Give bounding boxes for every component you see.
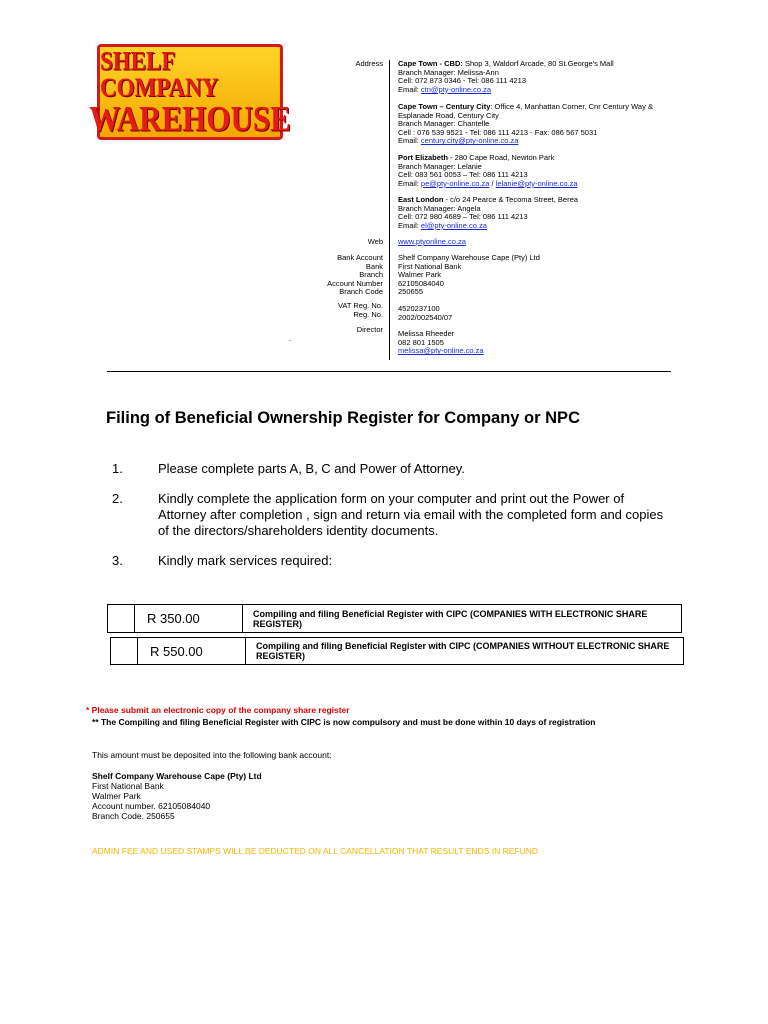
header-divider bbox=[389, 60, 390, 360]
address-label: Address bbox=[355, 59, 383, 68]
step-2-number: 2. bbox=[112, 491, 123, 506]
email-link-century-city[interactable]: century.city@pty-online.co.za bbox=[420, 136, 519, 146]
step-2-text: Kindly complete the application form on your computer and print out the Power of Attorney after completion , sign and return via email with the completed form and copies of the directors/shareholders identity documents. bbox=[158, 491, 664, 538]
service-price-electronic: R 350.00 bbox=[135, 605, 243, 632]
service-desc-electronic: Compiling and filing Beneficial Register with CIPC (COMPANIES WITH ELECTRONIC SHARE REGISTER) bbox=[253, 608, 648, 629]
service-row-non-electronic bbox=[110, 637, 684, 665]
email-link-el[interactable]: el@pty-online.co.za bbox=[420, 220, 487, 230]
office-east-london: East London - c/o 24 Pearce & Tecoma Street, Berea Branch Manager: Angela Cell: 072 980 4689 – Tel: 086 111 4213 Email: el@pty-online.co.za bbox=[398, 195, 578, 230]
share-register-note: * Please submit an electronic copy of the company share register bbox=[86, 705, 350, 715]
web-label: Web bbox=[367, 237, 383, 246]
step-1-text: Please complete parts A, B, C and Power of Attorney. bbox=[158, 461, 465, 476]
office-cbd: Cape Town - CBD: Shop 3, Waldorf Arcade, 80 St.George's Mall Branch Manager: Melissa-Ann Cell: 072 873 0346 - Tel: 086 111 4213 Email: ctn@pty-online.co.za bbox=[398, 59, 614, 94]
logo-line-2: WAREHOUSE bbox=[89, 97, 291, 139]
service-price-non-electronic: R 550.00 bbox=[138, 638, 246, 664]
web-value bbox=[398, 238, 698, 247]
director-email-link[interactable]: melissa@pty-online.co.za bbox=[398, 346, 484, 356]
step-3-number: 3. bbox=[112, 553, 123, 568]
page-title: Filing of Beneficial Ownership Register for Company or NPC bbox=[106, 409, 580, 427]
step-3-text: Kindly mark services required: bbox=[158, 553, 333, 568]
office-port-elizabeth: Port Elizabeth - 280 Cape Road, Newton Park Branch Manager: Lelanie Cell: 083 561 0053 – Tel: 086 111 4213 Email: pe@pty-online.co.za / lelanie@pty-online.co.za bbox=[398, 153, 578, 188]
email-link-pe[interactable]: pe@pty-online.co.za bbox=[420, 178, 490, 188]
step-1-number: 1. bbox=[112, 461, 123, 476]
deposit-account-details: Shelf Company Warehouse Cape (Pty) Ltd First National Bank Walmer Park Account number. 62105084040 Branch Code. 250655 bbox=[92, 771, 262, 821]
email-link-cbd[interactable]: ctn@pty-online.co.za bbox=[420, 84, 492, 94]
bank-labels: Bank Account Bank Branch Account Number Branch Code bbox=[327, 253, 383, 297]
company-logo bbox=[89, 44, 291, 140]
director-values: Melissa Rheeder 082 801 1505 melissa@pty-online.co.za bbox=[398, 329, 484, 356]
web-link[interactable]: www.ptyonline.co.za bbox=[398, 237, 466, 246]
logo-line-1: SHELF COMPANY bbox=[100, 45, 219, 102]
office-century-city: Cape Town – Century City: Office 4, Manhattan Corner, Cnr Century Way & Esplanade Road, Century City Branch Manager: Chantelle Cell : 076 539 9521 - Tel: 086 111 4213 - Fax: 086 567 5031 Email: century.city@pty-online.co.za bbox=[398, 102, 653, 146]
header-rule bbox=[107, 371, 671, 372]
director-label: Director bbox=[356, 325, 383, 334]
dot-mark: . bbox=[289, 334, 292, 343]
service-checkbox-electronic[interactable] bbox=[108, 605, 135, 632]
compulsory-note: ** The Compiling and filing Beneficial Register with CIPC is now compulsory and must be done within 10 days of registration bbox=[92, 717, 596, 727]
deposit-intro: This amount must be deposited into the following bank account: bbox=[92, 750, 332, 760]
bank-values: Shelf Company Warehouse Cape (Pty) Ltd First National Bank Walmer Park 62105084040 250655 bbox=[398, 253, 540, 297]
email-link-lelanie[interactable]: lelanie@pty-online.co.za bbox=[495, 178, 578, 188]
service-desc-non-electronic: Compiling and filing Beneficial Register with CIPC (COMPANIES WITHOUT ELECTRONIC SHARE REGISTER) bbox=[256, 641, 670, 661]
service-row-electronic bbox=[107, 604, 682, 633]
vat-labels: VAT Reg. No. Reg. No. bbox=[337, 301, 383, 319]
service-checkbox-non-electronic[interactable] bbox=[111, 638, 138, 664]
admin-fee-notice: ADMIN FEE AND USED STAMPS WILL BE DEDUCTED ON ALL CANCELLATION THAT RESULT ENDS IN REFUND bbox=[92, 846, 539, 856]
vat-values: 4520237100 2002/002540/07 bbox=[398, 304, 453, 322]
